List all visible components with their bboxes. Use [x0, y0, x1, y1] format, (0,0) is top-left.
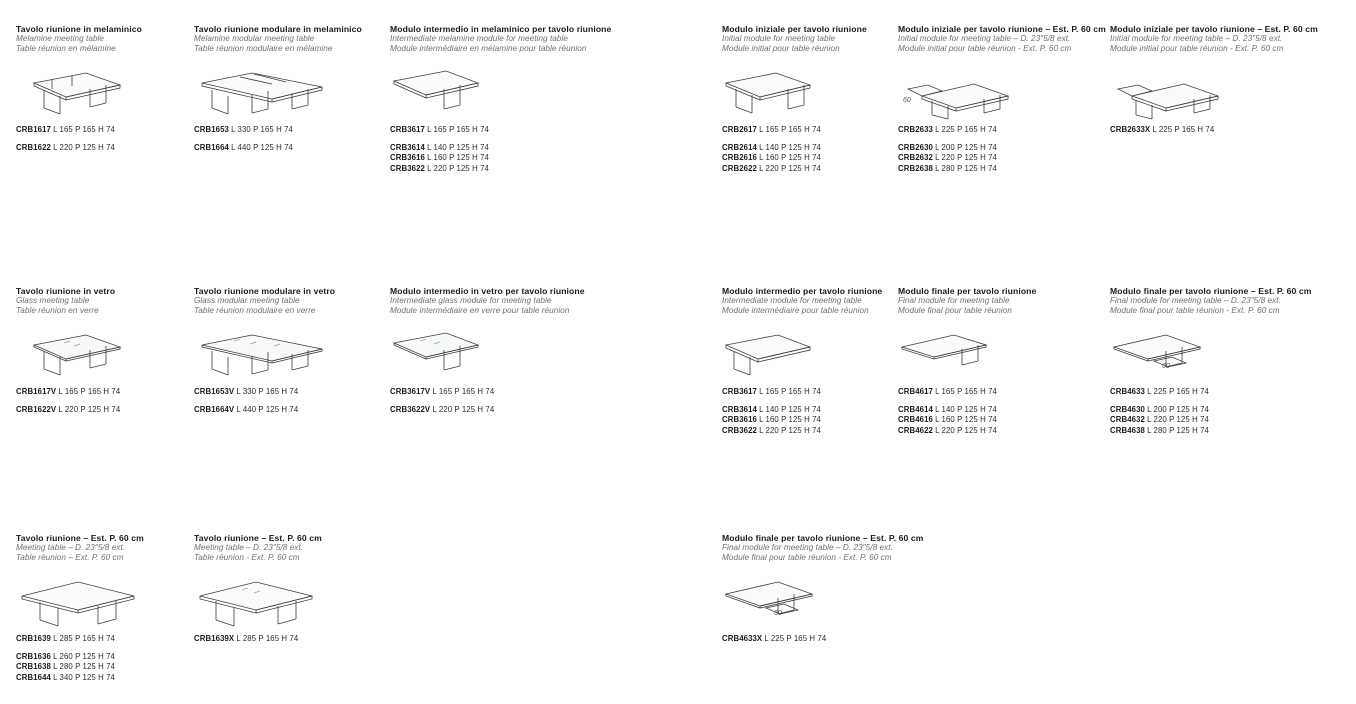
- product-titles: [722, 533, 942, 562]
- code-list: [194, 387, 384, 415]
- ext-dimension-label: 60: [903, 97, 911, 105]
- product-code: CRB1653V: [194, 387, 235, 397]
- title-english: Intermediate module for meeting table: [722, 296, 862, 306]
- product-block: [390, 24, 630, 174]
- product-code: CRB3617V: [390, 387, 431, 397]
- product-code: CRB2614: [722, 142, 757, 152]
- title-italian: Tavolo riunione modulare in vetro: [194, 286, 336, 296]
- product-dims: L 440 P 125 H 74: [236, 404, 299, 414]
- product-titles: [722, 24, 892, 53]
- product-code: CRB3614: [722, 404, 757, 414]
- module-intermediate-glass-illustration: [390, 321, 630, 383]
- product-dims: L 280 P 125 H 74: [1147, 425, 1209, 435]
- code-list: [722, 634, 942, 644]
- code-list: [1110, 125, 1320, 135]
- code-row: [722, 405, 892, 415]
- table-4leg-loop-illustration: [16, 59, 186, 121]
- table-ext-2-illustration: [194, 568, 369, 630]
- product-dims: L 220 P 125 H 74: [1147, 415, 1209, 425]
- product-code: CRB1617V: [16, 387, 57, 397]
- code-row: [390, 153, 630, 163]
- code-row: [898, 125, 1103, 135]
- code-list: [722, 125, 892, 174]
- code-row: [898, 387, 1103, 397]
- product-code: CRB2616: [722, 153, 757, 163]
- product-code: CRB4617: [898, 387, 933, 397]
- product-code: CRB2633X: [1110, 125, 1151, 135]
- product-block: [722, 533, 942, 645]
- product-dims: L 165 P 165 H 74: [53, 125, 115, 135]
- product-code: CRB1639: [16, 634, 51, 644]
- product-block: [194, 533, 369, 645]
- code-list: [1110, 387, 1325, 436]
- product-dims: L 280 P 125 H 74: [935, 163, 997, 173]
- product-titles: [194, 533, 369, 562]
- product-dims: L 225 P 165 H 74: [935, 125, 997, 135]
- code-row: [390, 164, 630, 174]
- product-code: CRB2632: [898, 153, 933, 163]
- product-titles: [16, 24, 186, 53]
- title-english: Meeting table – D. 23"5/8 ext.: [194, 543, 304, 553]
- code-row: [722, 426, 892, 436]
- code-list: [194, 125, 384, 153]
- module-final-illustration: [898, 321, 1103, 383]
- module-intermediate-illustration: [390, 59, 630, 121]
- product-dims: L 220 P 125 H 74: [432, 404, 495, 414]
- title-italian: Modulo finale per tavolo riunione: [898, 286, 1037, 296]
- code-row: [390, 125, 630, 135]
- product-block: [898, 24, 1106, 174]
- product-code: CRB1638: [16, 662, 51, 672]
- title-italian: Tavolo riunione in vetro: [16, 286, 116, 296]
- code-row: [722, 387, 892, 397]
- product-code: CRB4622: [898, 425, 933, 435]
- code-row: [390, 143, 630, 153]
- product-code: CRB2617: [722, 125, 757, 135]
- product-code: CRB1622V: [16, 404, 57, 414]
- ext-dimension-label: 60: [774, 610, 782, 618]
- code-row: [16, 673, 191, 683]
- product-block: [898, 286, 1103, 436]
- code-row: [898, 143, 1103, 153]
- title-french: Module initial pour table réunion: [722, 43, 840, 53]
- module-initial-ext2-illustration: [1110, 59, 1320, 121]
- code-row: [194, 143, 384, 153]
- product-code: CRB4632: [1110, 415, 1145, 425]
- title-english: Glass meeting table: [16, 296, 90, 306]
- product-code: CRB4633X: [722, 634, 763, 644]
- title-french: Module initial pour table réunion - Ext. P. 60 cm: [1110, 43, 1284, 53]
- product-titles: [16, 533, 191, 562]
- title-french: Table réunion en mélamine: [16, 43, 116, 53]
- code-row: [1110, 415, 1325, 425]
- product-block: [194, 286, 384, 415]
- title-english: Glass modular meeting table: [194, 296, 300, 306]
- title-english: Initial module for meeting table – D. 23"5/8 ext.: [898, 34, 1071, 44]
- title-italian: Modulo intermedio in vetro per tavolo riunione: [390, 286, 585, 296]
- product-code: CRB1644: [16, 672, 51, 682]
- product-code: CRB3622: [722, 425, 757, 435]
- code-group: [1110, 405, 1325, 436]
- code-row: [722, 153, 892, 163]
- ext-dimension-label: 60: [1162, 363, 1170, 371]
- title-italian: Tavolo riunione in melaminico: [16, 24, 142, 34]
- table-ext-illustration: [16, 568, 191, 630]
- module-initial-ext-illustration: [898, 59, 1103, 121]
- product-dims: L 165 P 165 H 74: [935, 387, 997, 397]
- product-code: CRB4616: [898, 415, 933, 425]
- code-list: [16, 387, 186, 415]
- product-block: [1110, 24, 1320, 136]
- code-row: [16, 634, 191, 644]
- product-titles: [898, 286, 1103, 315]
- title-italian: Modulo intermedio per tavolo riunione: [722, 286, 883, 296]
- product-block: [16, 286, 186, 415]
- product-titles: [194, 286, 384, 315]
- module-final-ext-2-illustration: [722, 568, 942, 630]
- code-group: [722, 405, 892, 436]
- code-row: [194, 387, 384, 397]
- product-titles: [898, 24, 1106, 53]
- product-code: CRB4630: [1110, 404, 1145, 414]
- code-row: [722, 415, 892, 425]
- title-english: Final module for meeting table: [898, 296, 1010, 306]
- product-dims: L 160 P 125 H 74: [427, 153, 489, 163]
- code-row: [898, 153, 1103, 163]
- product-dims: L 440 P 125 H 74: [231, 142, 293, 152]
- product-dims: L 165 P 165 H 74: [759, 125, 821, 135]
- product-dims: L 225 P 165 H 74: [764, 634, 827, 644]
- code-group: [722, 143, 892, 174]
- title-italian: Modulo finale per tavolo riunione – Est. P. 60 cm: [722, 533, 924, 543]
- product-code: CRB1622: [16, 142, 51, 152]
- title-french: Module initial pour table réunion - Ext. P. 60 cm: [898, 43, 1072, 53]
- product-code: CRB3622: [390, 163, 425, 173]
- code-row: [1110, 426, 1325, 436]
- code-row: [898, 426, 1103, 436]
- code-row: [390, 405, 630, 415]
- title-french: Module intermédiaire en mélamine pour table réunion: [390, 43, 587, 53]
- product-dims: L 330 P 165 H 74: [231, 125, 293, 135]
- product-dims: L 220 P 125 H 74: [935, 425, 997, 435]
- code-row: [194, 634, 369, 644]
- product-dims: L 160 P 125 H 74: [935, 415, 997, 425]
- title-italian: Modulo iniziale per tavolo riunione – Est. P. 60 cm: [1110, 24, 1318, 34]
- title-french: Module intermédiaire en verre pour table réunion: [390, 305, 570, 315]
- product-dims: L 285 P 165 H 74: [236, 634, 299, 644]
- product-code: CRB3616: [722, 415, 757, 425]
- product-block: [16, 24, 186, 153]
- product-block: [194, 24, 384, 153]
- title-english: Initial module for meeting table – D. 23"5/8 ext.: [1110, 34, 1283, 44]
- product-code: CRB1653: [194, 125, 229, 135]
- code-row: [16, 387, 186, 397]
- product-dims: L 225 P 165 H 74: [1152, 125, 1215, 135]
- title-french: Module final pour table réunion: [898, 305, 1012, 315]
- product-code: CRB1664V: [194, 404, 235, 414]
- module-final-ext-illustration: [1110, 321, 1325, 383]
- module-initial-illustration: [722, 59, 892, 121]
- code-row: [1110, 405, 1325, 415]
- product-titles: [722, 286, 892, 315]
- title-english: Final module for meeting table – D. 23"5/8 ext.: [1110, 296, 1281, 306]
- title-english: Melamine modular meeting table: [194, 34, 315, 44]
- code-list: [722, 387, 892, 436]
- product-code: CRB2630: [898, 142, 933, 152]
- product-dims: L 260 P 125 H 74: [53, 651, 115, 661]
- product-code: CRB4638: [1110, 425, 1145, 435]
- code-row: [16, 143, 186, 153]
- product-code: CRB4614: [898, 404, 933, 414]
- product-code: CRB1636: [16, 651, 51, 661]
- product-dims: L 140 P 125 H 74: [759, 404, 821, 414]
- code-row: [390, 387, 630, 397]
- code-list: [390, 125, 630, 174]
- code-group: [898, 143, 1103, 174]
- code-row: [898, 405, 1103, 415]
- title-french: Table réunion modulaire en mélamine: [194, 43, 333, 53]
- code-row: [722, 164, 892, 174]
- code-list: [16, 634, 191, 683]
- title-italian: Modulo finale per tavolo riunione – Est. P. 60 cm: [1110, 286, 1312, 296]
- product-titles: [390, 24, 630, 53]
- title-italian: Modulo iniziale per tavolo riunione – Est. P. 60 cm: [898, 24, 1106, 34]
- title-french: Table réunion modulaire en verre: [194, 305, 316, 315]
- code-row: [722, 143, 892, 153]
- product-code: CRB4633: [1110, 387, 1145, 397]
- code-group: [898, 405, 1103, 436]
- title-french: Module final pour table réunion - Ext. P. 60 cm: [1110, 305, 1280, 315]
- code-list: [194, 634, 369, 644]
- product-code: CRB3617: [390, 125, 425, 135]
- product-dims: L 340 P 125 H 74: [53, 672, 115, 682]
- table-glass-illustration: [16, 321, 186, 383]
- code-row: [722, 125, 892, 135]
- product-dims: L 220 P 125 H 74: [935, 153, 997, 163]
- product-dims: L 200 P 125 H 74: [935, 142, 997, 152]
- product-titles: [194, 24, 384, 53]
- module-intermediate-2-illustration: [722, 321, 892, 383]
- product-code: CRB3616: [390, 153, 425, 163]
- product-code: CRB1639X: [194, 634, 235, 644]
- code-row: [898, 164, 1103, 174]
- product-dims: L 225 P 165 H 74: [1147, 387, 1209, 397]
- product-dims: L 160 P 125 H 74: [759, 153, 821, 163]
- product-titles: [390, 286, 630, 315]
- product-code: CRB3622V: [390, 404, 431, 414]
- title-english: Initial module for meeting table: [722, 34, 836, 44]
- product-block: [1110, 286, 1325, 436]
- product-block: [390, 286, 630, 415]
- title-italian: Tavolo riunione – Est. P. 60 cm: [16, 533, 144, 543]
- product-code: CRB3617: [722, 387, 757, 397]
- title-english: Intermediate melamine module for meeting table: [390, 34, 568, 44]
- code-row: [16, 405, 186, 415]
- product-dims: L 285 P 165 H 74: [53, 634, 115, 644]
- title-english: Meeting table – D. 23"5/8 ext.: [16, 543, 126, 553]
- code-row: [722, 634, 942, 644]
- product-dims: L 280 P 125 H 74: [53, 662, 115, 672]
- title-english: Intermediate glass module for meeting table: [390, 296, 552, 306]
- title-french: Module final pour table réunion - Ext. P. 60 cm: [722, 552, 892, 562]
- product-dims: L 220 P 125 H 74: [427, 163, 489, 173]
- product-dims: L 220 P 125 H 74: [58, 404, 121, 414]
- product-dims: L 165 P 165 H 74: [58, 387, 121, 397]
- title-french: Table réunion - Ext. P. 60 cm: [194, 552, 300, 562]
- product-code: CRB2622: [722, 163, 757, 173]
- code-list: [898, 125, 1103, 174]
- product-dims: L 140 P 125 H 74: [427, 142, 489, 152]
- product-dims: L 220 P 125 H 74: [53, 142, 115, 152]
- code-row: [1110, 387, 1325, 397]
- title-italian: Modulo iniziale per tavolo riunione: [722, 24, 867, 34]
- product-dims: L 330 P 165 H 74: [236, 387, 299, 397]
- title-french: Table réunion en verre: [16, 305, 99, 315]
- code-list: [898, 387, 1103, 436]
- code-row: [194, 405, 384, 415]
- product-titles: [1110, 286, 1325, 315]
- code-row: [16, 652, 191, 662]
- product-dims: L 140 P 125 H 74: [759, 142, 821, 152]
- product-dims: L 200 P 125 H 74: [1147, 404, 1209, 414]
- product-block: [722, 24, 892, 174]
- product-titles: [16, 286, 186, 315]
- title-italian: Tavolo riunione modulare in melaminico: [194, 24, 362, 34]
- table-modular-long-illustration: [194, 59, 384, 121]
- code-list: [16, 125, 186, 153]
- code-row: [898, 415, 1103, 425]
- code-group: [16, 652, 191, 683]
- code-row: [16, 125, 186, 135]
- product-dims: L 220 P 125 H 74: [759, 163, 821, 173]
- product-code: CRB2633: [898, 125, 933, 135]
- product-code: CRB2638: [898, 163, 933, 173]
- product-titles: [1110, 24, 1320, 53]
- title-french: Table réunion – Ext. P. 60 cm: [16, 552, 124, 562]
- code-row: [1110, 125, 1320, 135]
- code-group: [390, 143, 630, 174]
- product-dims: L 165 P 165 H 74: [432, 387, 495, 397]
- product-block: [722, 286, 892, 436]
- product-dims: L 165 P 165 H 74: [759, 387, 821, 397]
- title-french: Module intermédiaire pour table réunion: [722, 305, 869, 315]
- code-row: [16, 662, 191, 672]
- title-english: Final module for meeting table – D. 23"5/8 ext.: [722, 543, 893, 553]
- product-block: [16, 533, 191, 683]
- code-list: [390, 387, 630, 415]
- title-italian: Modulo intermedio in melaminico per tavolo riunione: [390, 24, 612, 34]
- product-dims: L 140 P 125 H 74: [935, 404, 997, 414]
- product-code: CRB1617: [16, 125, 51, 135]
- product-dims: L 220 P 125 H 74: [759, 425, 821, 435]
- product-dims: L 165 P 165 H 74: [427, 125, 489, 135]
- title-italian: Tavolo riunione – Est. P. 60 cm: [194, 533, 322, 543]
- product-dims: L 160 P 125 H 74: [759, 415, 821, 425]
- title-english: Melamine meeting table: [16, 34, 105, 44]
- table-glass-modular-illustration: [194, 321, 384, 383]
- product-code: CRB3614: [390, 142, 425, 152]
- product-code: CRB1664: [194, 142, 229, 152]
- code-row: [194, 125, 384, 135]
